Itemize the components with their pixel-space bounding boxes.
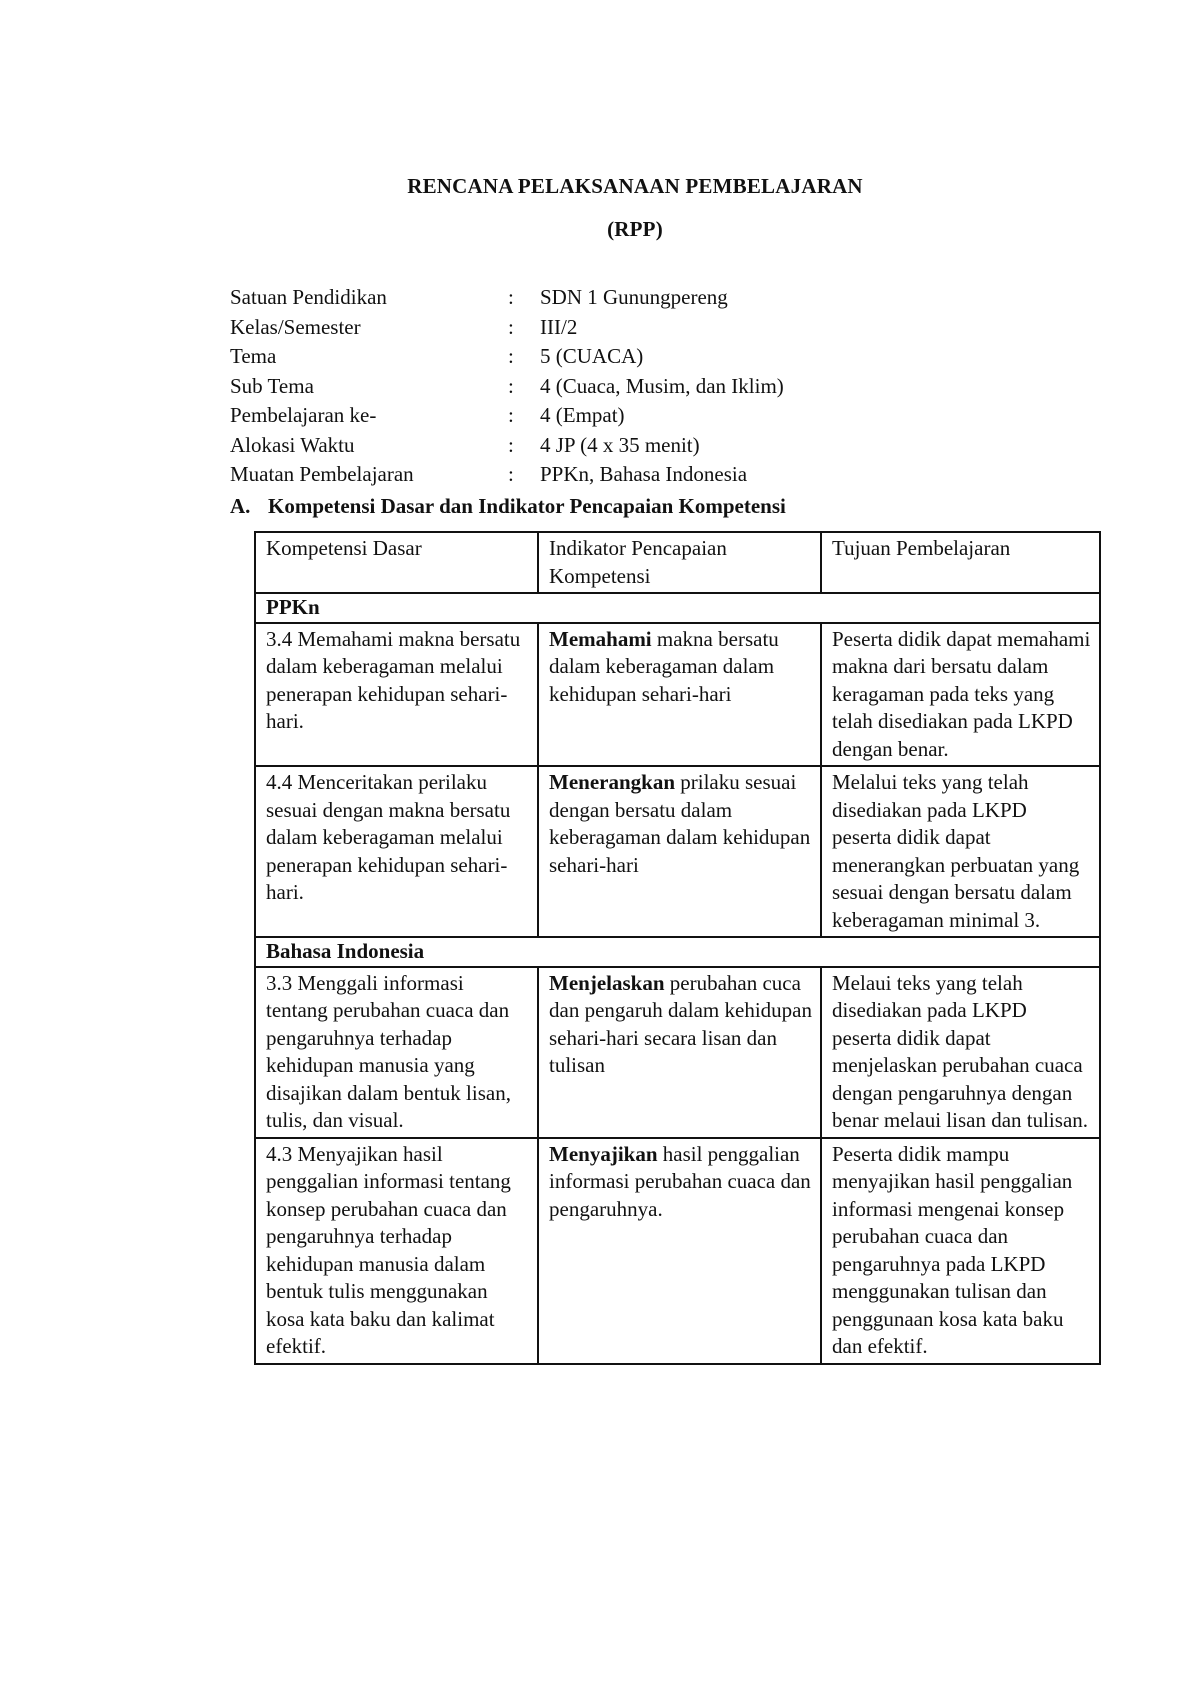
section-heading <box>230 494 786 519</box>
info-row <box>230 401 784 431</box>
info-row <box>230 283 784 313</box>
ipk-cell <box>538 967 821 1138</box>
table-header-row <box>255 532 1100 593</box>
info-value: 4 (Cuaca, Musim, dan Iklim) <box>540 373 784 398</box>
info-value: 4 JP (4 x 35 menit) <box>540 432 700 457</box>
info-value: PPKn, Bahasa Indonesia <box>540 462 748 486</box>
info-colon: : <box>508 403 514 427</box>
header-indikator: Indikator Pencapaian Kompetensi <box>538 532 821 593</box>
info-row <box>230 313 784 343</box>
table-row <box>255 623 1100 767</box>
subject-row-ppkn <box>255 593 1100 623</box>
kd-cell: 3.3 Menggali informasi tentang perubahan cuaca dan pengaruhnya terhadap kehidupan manusia yang disajikan dalam bentuk lisan, tulis, dan visual. <box>255 967 538 1138</box>
ipk-text: prilaku sesuai dengan bersatu dalam keberagaman dalam kehidupan sehari-hari <box>549 770 811 877</box>
ipk-cell <box>538 766 821 937</box>
header-kompetensi-dasar: Kompetensi Dasar <box>255 532 538 593</box>
ipk-text: perubahan cuca dan pengaruh dalam kehidupan sehari-hari secara lisan dan tulisan <box>549 970 812 1077</box>
table-row <box>255 967 1100 1138</box>
tujuan-cell: Melalui teks yang telah disediakan pada LKPD peserta didik dapat menerangkan perbuatan yang sesuai dengan bersatu dalam keberagaman minimal 3. <box>821 766 1100 937</box>
table-row <box>255 766 1100 937</box>
subject-row-bahasa-indonesia <box>255 937 1100 967</box>
ipk-text: hasil penggalian informasi perubahan cuaca dan pengaruhnya. <box>549 1141 811 1221</box>
section-title: Kompetensi Dasar dan Indikator Pencapaian Kompetensi <box>268 494 786 518</box>
info-label: Sub Tema <box>230 373 314 398</box>
info-value: 5 (CUACA) <box>540 344 644 368</box>
kd-cell: 4.4 Menceritakan perilaku sesuai dengan makna bersatu dalam keberagaman melalui penerapan kehidupan sehari-hari. <box>255 766 538 937</box>
document-subtitle: (RPP) <box>607 217 663 241</box>
info-label: Alokasi Waktu <box>230 432 355 457</box>
section-letter: A. <box>230 494 251 518</box>
info-colon: : <box>508 462 514 486</box>
identity-block <box>230 283 784 490</box>
info-row <box>230 372 784 402</box>
info-label: Muatan Pembelajaran <box>230 462 414 486</box>
competency-table <box>254 531 1101 1365</box>
header-tujuan: Tujuan Pembelajaran <box>821 532 1100 593</box>
subject-label: PPKn <box>255 593 1100 623</box>
ipk-verb: Menyajikan <box>549 1141 658 1166</box>
info-label: Pembelajaran ke- <box>230 403 377 427</box>
info-value: 4 (Empat) <box>540 403 625 427</box>
info-colon: : <box>508 314 514 339</box>
ipk-cell <box>538 1138 821 1364</box>
ipk-verb: Memahami <box>549 626 652 651</box>
kd-cell: 3.4 Memahami makna bersatu dalam keberagaman melalui penerapan kehidupan sehari-hari. <box>255 623 538 767</box>
info-row <box>230 460 784 490</box>
info-label: Kelas/Semester <box>230 314 361 339</box>
info-colon: : <box>508 432 514 457</box>
tujuan-cell: Peserta didik mampu menyajikan hasil penggalian informasi mengenai konsep perubahan cuaca dan pengaruhnya pada LKPD menggunakan tulisan dan penggunaan kosa kata baku dan efektif. <box>821 1138 1100 1364</box>
info-colon: : <box>508 344 514 368</box>
document-title: RENCANA PELAKSANAAN PEMBELAJARAN <box>407 174 863 198</box>
info-label: Tema <box>230 344 277 368</box>
info-value: SDN 1 Gunungpereng <box>540 285 728 309</box>
info-value: III/2 <box>540 314 578 339</box>
info-colon: : <box>508 373 514 398</box>
kd-cell: 4.3 Menyajikan hasil penggalian informasi tentang konsep perubahan cuaca dan pengaruhnya terhadap kehidupan manusia dalam bentuk tulis menggunakan kosa kata baku dan kalimat efektif. <box>255 1138 538 1364</box>
tujuan-cell: Melaui teks yang telah disediakan pada LKPD peserta didik dapat menjelaskan perubahan cuaca dengan pengaruhnya dengan benar melaui lisan dan tulisan. <box>821 967 1100 1138</box>
tujuan-cell: Peserta didik dapat memahami makna dari bersatu dalam keragaman pada teks yang telah disediakan pada LKPD dengan benar. <box>821 623 1100 767</box>
info-label: Satuan Pendidikan <box>230 285 387 309</box>
ipk-text: makna bersatu dalam keberagaman dalam kehidupan sehari-hari <box>549 626 779 706</box>
subject-label: Bahasa Indonesia <box>255 937 1100 967</box>
table-row <box>255 1138 1100 1364</box>
info-row <box>230 342 784 372</box>
ipk-cell <box>538 623 821 767</box>
info-colon: : <box>508 285 514 309</box>
ipk-verb: Menjelaskan <box>549 970 665 995</box>
info-row <box>230 431 784 461</box>
ipk-verb: Menerangkan <box>549 770 675 794</box>
